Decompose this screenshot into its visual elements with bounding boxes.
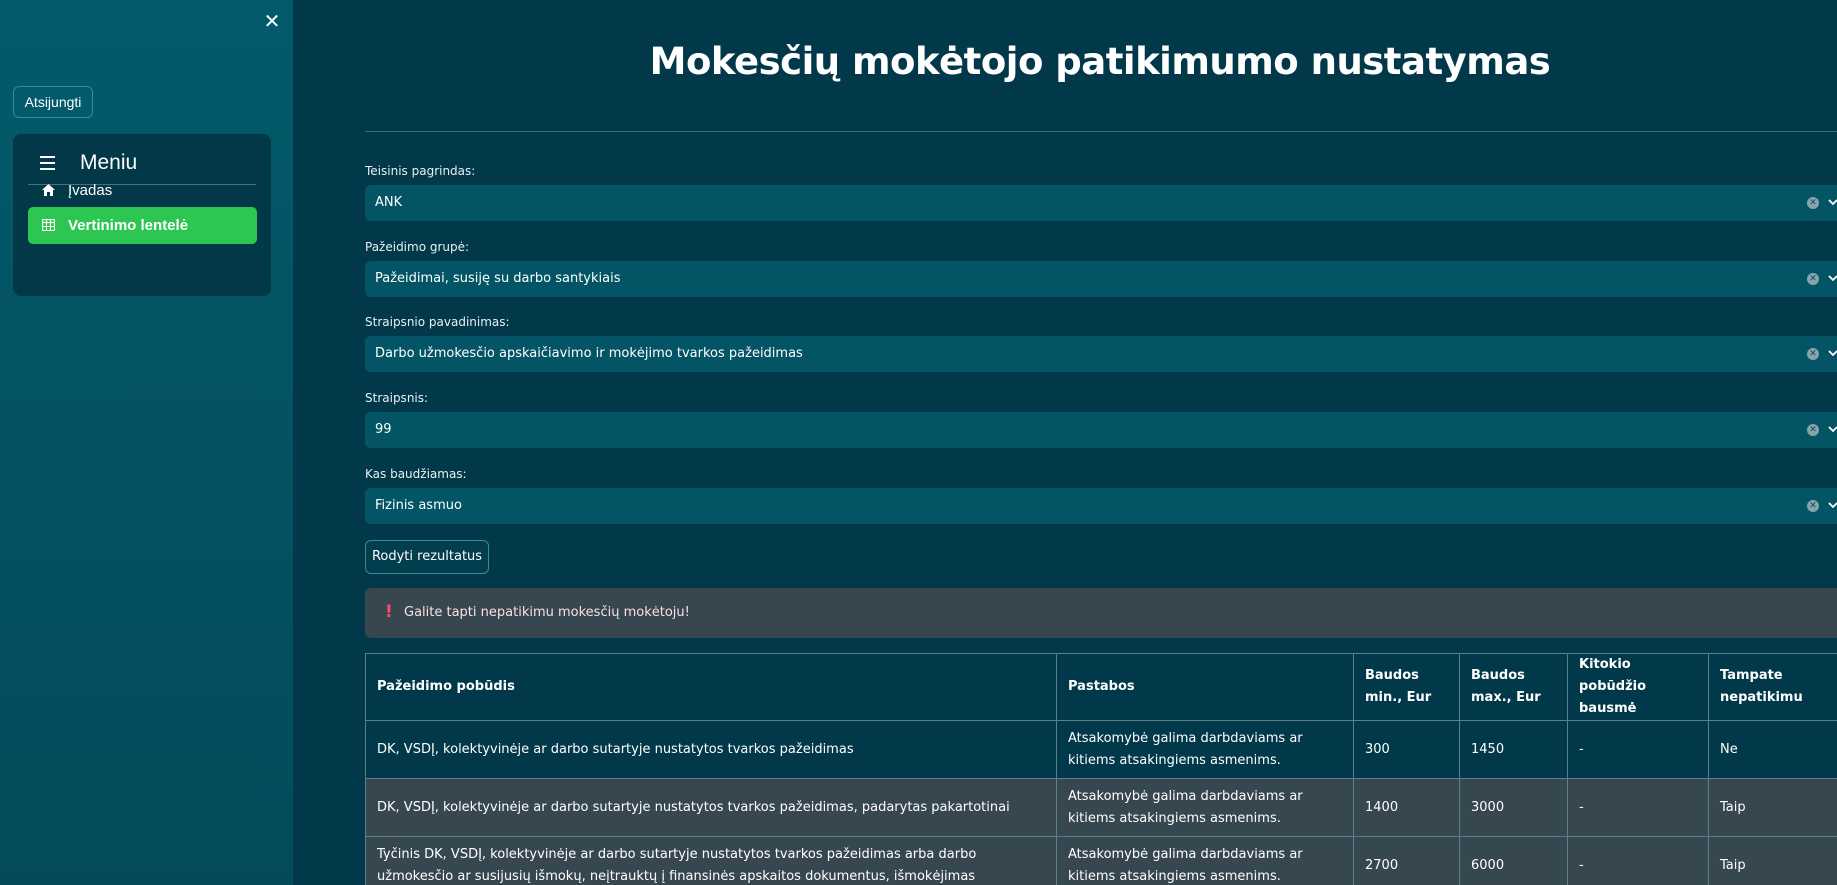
clear-icon[interactable]: ✕ <box>1807 197 1819 209</box>
field-label-teisinis-pagrindas: Teisinis pagrindas: <box>365 164 476 178</box>
clear-icon[interactable]: ✕ <box>1807 348 1819 360</box>
alert-text: Galite tapti nepatikimu mokesčių mokėtoju! <box>404 605 690 620</box>
table-cell: 3000 <box>1460 779 1568 837</box>
close-icon: ✕ <box>263 9 281 33</box>
table-row <box>366 721 1837 779</box>
show-results-button[interactable]: Rodyti rezultatus <box>365 540 489 574</box>
field-label-kas-baudziamas: Kas baudžiamas: <box>365 467 467 481</box>
table-cell: Taip <box>1709 779 1837 837</box>
sidebar-item-vertinimo-lentele[interactable] <box>28 207 257 244</box>
select-value: Fizinis asmuo <box>375 498 462 513</box>
select-value: 99 <box>375 422 392 437</box>
table-row <box>366 779 1837 837</box>
exclamation-icon: ! <box>385 602 393 622</box>
sidebar-item-ivadas[interactable] <box>28 172 257 209</box>
table-cell: 300 <box>1354 721 1460 779</box>
column-header: Pažeidimo pobūdis <box>366 654 1057 721</box>
close-sidebar-button[interactable] <box>262 10 282 32</box>
clear-icon[interactable]: ✕ <box>1807 273 1819 285</box>
chevron-down-icon[interactable] <box>1827 499 1837 511</box>
table-cell: Taip <box>1709 837 1837 885</box>
table-cell: DK, VSDĮ, kolektyvinėje ar darbo sutartyje nustatytos tvarkos pažeidimas, padarytas pakartotinai <box>366 779 1057 837</box>
disconnect-button[interactable]: Atsijungti <box>13 86 93 118</box>
table-cell: Ne <box>1709 721 1837 779</box>
table-cell: 1450 <box>1460 721 1568 779</box>
select-straipsnio-pavadinimas[interactable] <box>365 336 1837 372</box>
table-cell: 6000 <box>1460 837 1568 885</box>
clear-icon[interactable]: ✕ <box>1807 500 1819 512</box>
menu-title: Meniu <box>80 151 138 174</box>
table-cell: Tyčinis DK, VSDĮ, kolektyvinėje ar darbo sutartyje nustatytos tvarkos pažeidimas arba darbo užmokesčio ar susijusių išmokų, neįtrauktų į finansinės apskaitos dokumentus, išmokėjimas <box>366 837 1057 885</box>
warning-alert <box>365 588 1837 638</box>
chevron-down-icon[interactable] <box>1827 423 1837 435</box>
column-header: Baudos min., Eur <box>1354 654 1460 721</box>
table-row <box>366 837 1837 885</box>
house-icon <box>42 184 55 196</box>
hamburger-icon <box>40 156 55 169</box>
table-cell: Atsakomybė galima darbdaviams ar kitiems atsakingiems asmenims. <box>1057 721 1354 779</box>
table-cell: 2700 <box>1354 837 1460 885</box>
table-cell: Atsakomybė galima darbdaviams ar kitiems atsakingiems asmenims. <box>1057 837 1354 885</box>
clear-icon[interactable]: ✕ <box>1807 424 1819 436</box>
table-cell: - <box>1568 837 1709 885</box>
table-header-row <box>366 654 1837 721</box>
select-value: ANK <box>375 195 403 210</box>
table-cell: DK, VSDĮ, kolektyvinėje ar darbo sutartyje nustatytos tvarkos pažeidimas <box>366 721 1057 779</box>
menu-panel <box>13 134 271 296</box>
select-kas-baudziamas[interactable] <box>365 488 1837 524</box>
table-cell: - <box>1568 721 1709 779</box>
select-pazeidimo-grupe[interactable] <box>365 261 1837 297</box>
select-value: Pažeidimai, susiję su darbo santykiais <box>375 271 621 286</box>
page-title: Mokesčių mokėtojo patikimumo nustatymas <box>649 40 1551 83</box>
main-content <box>293 0 1837 885</box>
sidebar <box>0 0 293 885</box>
column-header: Baudos max., Eur <box>1460 654 1568 721</box>
table-icon <box>42 219 55 231</box>
field-label-straipsnis: Straipsnis: <box>365 391 429 405</box>
column-header: Kitokio pobūdžio bausmė <box>1568 654 1709 721</box>
table-cell: - <box>1568 779 1709 837</box>
chevron-down-icon[interactable] <box>1827 272 1837 284</box>
select-teisinis-pagrindas[interactable] <box>365 185 1837 221</box>
select-value: Darbo užmokesčio apskaičiavimo ir mokėjimo tvarkos pažeidimas <box>375 346 803 361</box>
results-table <box>365 653 1837 885</box>
table-cell: Atsakomybė galima darbdaviams ar kitiems atsakingiems asmenims. <box>1057 779 1354 837</box>
column-header: Tampate nepatikimu <box>1709 654 1837 721</box>
chevron-down-icon[interactable] <box>1827 196 1837 208</box>
field-label-pazeidimo-grupe: Pažeidimo grupė: <box>365 240 470 254</box>
sidebar-item-label: Vertinimo lentelė <box>68 217 189 234</box>
select-straipsnis[interactable] <box>365 412 1837 448</box>
table-cell: 1400 <box>1354 779 1460 837</box>
field-label-straipsnio-pavadinimas: Straipsnio pavadinimas: <box>365 315 510 329</box>
column-header: Pastabos <box>1057 654 1354 721</box>
divider <box>365 131 1837 132</box>
chevron-down-icon[interactable] <box>1827 347 1837 359</box>
sidebar-item-label: Įvadas <box>68 182 113 199</box>
